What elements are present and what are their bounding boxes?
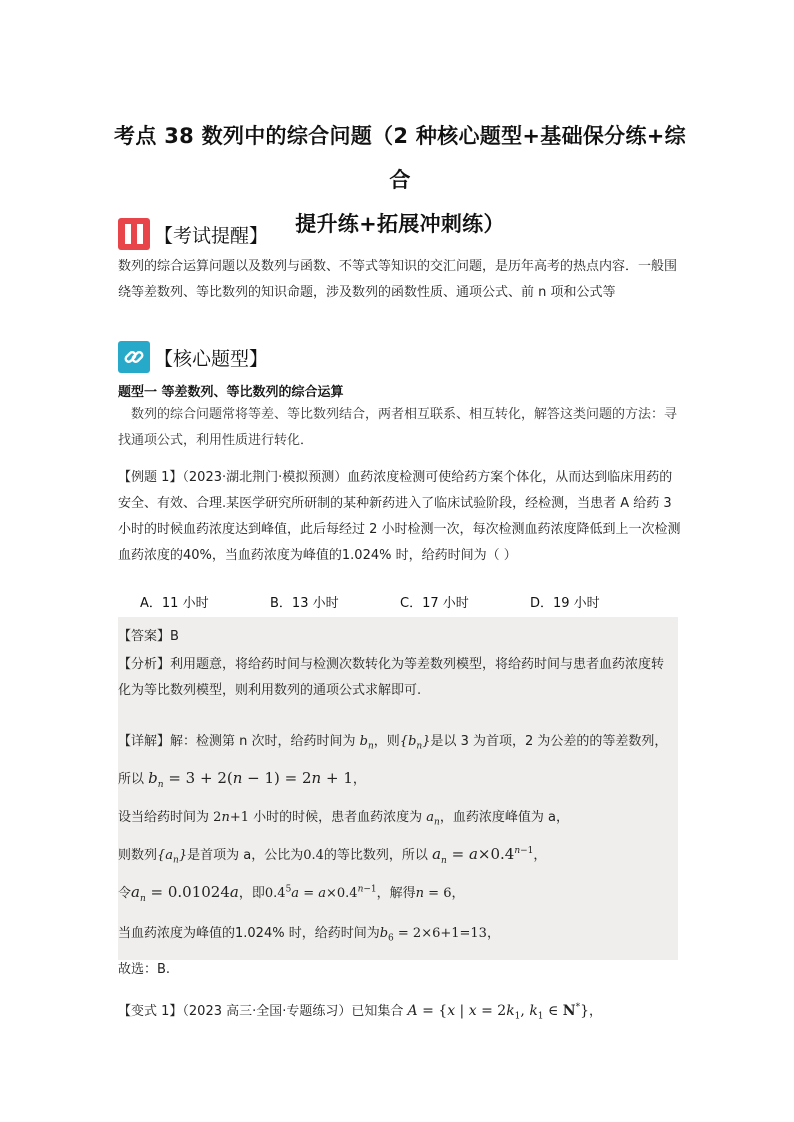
- pause-bars-icon: [118, 218, 150, 250]
- core-label: 【核心题型】: [154, 347, 269, 370]
- option-d: D．19 小时: [530, 596, 600, 611]
- answer-line: 【答案】B: [118, 629, 179, 644]
- detail-line-6: 当血药浓度为峰值的1.024% 时，给药时间为$b_6 = 2\times 6+1=13$，: [118, 926, 500, 944]
- detail-line-1: 【详解】解：检测第 n 次时，给药时间为 $b_n$，则$\{b_n\}$是以 3 为首项，2 为公差的的等差数列，: [118, 734, 668, 752]
- reminder-text: 数列的综合运算问题以及数列与函数、不等式等知识的交汇问题，是历年高考的热点内容．一般围绕等差数列、等比数列的知识命题，涉及数列的函数性质、通项公式、前 n 项和公式等: [118, 259, 678, 300]
- detail-line-4: 则数列$\{a_n\}$是首项为 a，公比为0.4的等比数列，所以 $a_n = a\times 0.4^{n-1}$，: [118, 845, 547, 866]
- type1-description: 数列的综合问题常将等差、等比数列结合，两者相互联系、相互转化，解答这类问题的方法：寻找通项公式，利用性质进行转化．: [118, 407, 678, 448]
- option-c: C．17 小时: [400, 596, 469, 611]
- example1-options: [140, 592, 660, 611]
- type1-title: 题型一 等差数列、等比数列的综合运算: [118, 385, 344, 400]
- chain-link-icon: [118, 341, 150, 373]
- example1-text: 【例题 1】（2023·湖北荆门·模拟预测）血药浓度检测可使给药方案个体化，从而达到临床用药的安全、有效、合理.某医学研究所研制的某种新药进入了临床试验阶段，经检测，当患者 A 给药 3 小时的时候血药浓度达到峰值，此后每经过 2 小时检测一次，每次检测血药浓度降低到上一次检测血药浓度的40%，当血药浓度为峰值的1.024% 时，给药时间为（ ）: [118, 470, 681, 563]
- detail-line-5: 令$a_n = 0.01024a$，即$0.4^5a = a\times 0.4^{n-1}$，解得n = 6，: [118, 883, 465, 904]
- conclusion: 故选：B.: [118, 962, 171, 977]
- detail-line-3: 设当给药时间为 2n+1 小时的时候，患者血药浓度为 $a_n$，血药浓度峰值为 a，: [118, 810, 569, 828]
- variant1-line: 【变式 1】（2023 高三·全国·专题练习）已知集合 A = {x | $x = 2k_1$, $k_1$ ∈ N*}，: [118, 1002, 603, 1022]
- option-b: B．13 小时: [270, 596, 339, 611]
- analysis-text: 【分析】利用题意，将给药时间与检测次数转化为等差数列模型，将给药时间与患者血药浓度转化为等比数列模型，则利用数列的通项公式求解即可.: [118, 657, 665, 698]
- reminder-section-header: [118, 217, 268, 251]
- detail-line-2: 所以 $b_n = 3 + 2(n - 1) = 2n + 1$，: [118, 769, 366, 790]
- core-section-header: [118, 340, 268, 374]
- title-line-2: 提升练+拓展冲刺练）: [295, 212, 505, 236]
- title-line-1: 考点 38 数列中的综合问题（2 种核心题型+基础保分练+综合: [114, 124, 686, 192]
- reminder-label: 【考试提醒】: [154, 224, 269, 247]
- option-a: A．11 小时: [140, 596, 209, 611]
